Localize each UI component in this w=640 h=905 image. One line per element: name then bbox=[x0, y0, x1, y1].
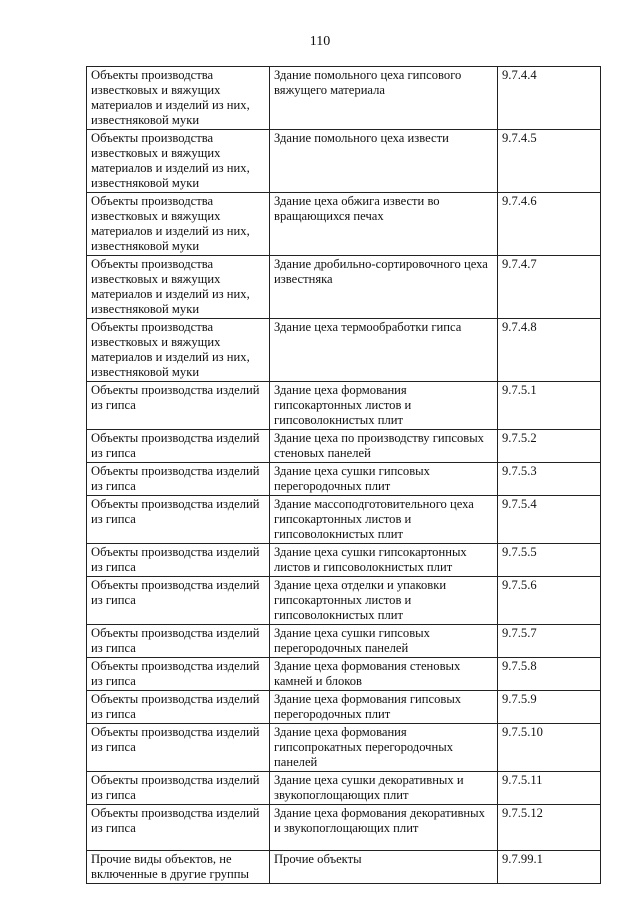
object-name-cell: Здание помольного цеха гипсового вяжущего материала bbox=[270, 67, 498, 130]
object-name-cell: Прочие объекты bbox=[270, 851, 498, 884]
object-group-cell: Объекты производства изделий из гипса bbox=[87, 463, 270, 496]
object-group-cell: Объекты производства известковых и вяжущих материалов и изделий из них, известняковой муки bbox=[87, 256, 270, 319]
table-row bbox=[87, 130, 601, 193]
object-group-cell: Объекты производства изделий из гипса bbox=[87, 691, 270, 724]
object-group-cell: Объекты производства известковых и вяжущих материалов и изделий из них, известняковой муки bbox=[87, 130, 270, 193]
table-row bbox=[87, 382, 601, 430]
object-name-cell: Здание цеха отделки и упаковки гипсокартонных листов и гипсоволокнистых плит bbox=[270, 577, 498, 625]
object-group-cell: Объекты производства известковых и вяжущих материалов и изделий из них, известняковой муки bbox=[87, 193, 270, 256]
table-row bbox=[87, 256, 601, 319]
object-name-cell: Здание дробильно-сортировочного цеха известняка bbox=[270, 256, 498, 319]
object-group-cell: Объекты производства изделий из гипса bbox=[87, 724, 270, 772]
object-name-cell: Здание массоподготовительного цеха гипсокартонных листов и гипсоволокнистых плит bbox=[270, 496, 498, 544]
object-group-cell: Прочие виды объектов, не включенные в другие группы bbox=[87, 851, 270, 884]
object-name-cell: Здание цеха сушки декоративных и звукопоглощающих плит bbox=[270, 772, 498, 805]
object-name-cell: Здание цеха формования стеновых камней и блоков bbox=[270, 658, 498, 691]
object-code-cell: 9.7.4.7 bbox=[498, 256, 601, 319]
object-group-cell: Объекты производства изделий из гипса bbox=[87, 544, 270, 577]
table-row bbox=[87, 496, 601, 544]
object-code-cell: 9.7.5.9 bbox=[498, 691, 601, 724]
table-row bbox=[87, 463, 601, 496]
table-row bbox=[87, 319, 601, 382]
page-number: 110 bbox=[309, 34, 331, 49]
object-name-cell: Здание цеха по производству гипсовых стеновых панелей bbox=[270, 430, 498, 463]
object-code-cell: 9.7.5.5 bbox=[498, 544, 601, 577]
object-group-cell: Объекты производства изделий из гипса bbox=[87, 577, 270, 625]
object-code-cell: 9.7.4.5 bbox=[498, 130, 601, 193]
table-row bbox=[87, 577, 601, 625]
object-group-cell: Объекты производства изделий из гипса bbox=[87, 496, 270, 544]
object-name-cell: Здание цеха сушки гипсовых перегородочных плит bbox=[270, 463, 498, 496]
table-row bbox=[87, 658, 601, 691]
table-body bbox=[87, 67, 601, 884]
object-name-cell: Здание цеха сушки гипсовых перегородочных панелей bbox=[270, 625, 498, 658]
object-code-cell: 9.7.5.7 bbox=[498, 625, 601, 658]
object-group-cell: Объекты производства изделий из гипса bbox=[87, 625, 270, 658]
object-code-cell: 9.7.5.3 bbox=[498, 463, 601, 496]
object-name-cell: Здание цеха сушки гипсокартонных листов и гипсоволокнистых плит bbox=[270, 544, 498, 577]
object-group-cell: Объекты производства известковых и вяжущих материалов и изделий из них, известняковой муки bbox=[87, 67, 270, 130]
object-group-cell: Объекты производства изделий из гипса bbox=[87, 658, 270, 691]
object-group-cell: Объекты производства изделий из гипса bbox=[87, 805, 270, 851]
table-row bbox=[87, 691, 601, 724]
object-name-cell: Здание цеха формования гипсокартонных листов и гипсоволокнистых плит bbox=[270, 382, 498, 430]
object-code-cell: 9.7.5.11 bbox=[498, 772, 601, 805]
object-name-cell: Здание цеха формования декоративных и звукопоглощающих плит bbox=[270, 805, 498, 851]
object-code-cell: 9.7.5.1 bbox=[498, 382, 601, 430]
object-name-cell: Здание цеха обжига извести во вращающихся печах bbox=[270, 193, 498, 256]
object-group-cell: Объекты производства изделий из гипса bbox=[87, 772, 270, 805]
object-name-cell: Здание цеха формования гипсовых перегородочных плит bbox=[270, 691, 498, 724]
object-code-cell: 9.7.99.1 bbox=[498, 851, 601, 884]
object-name-cell: Здание цеха термообработки гипса bbox=[270, 319, 498, 382]
object-code-cell: 9.7.5.8 bbox=[498, 658, 601, 691]
object-code-cell: 9.7.5.4 bbox=[498, 496, 601, 544]
table-row bbox=[87, 772, 601, 805]
object-code-cell: 9.7.4.8 bbox=[498, 319, 601, 382]
object-classification-table bbox=[86, 66, 601, 884]
object-group-cell: Объекты производства известковых и вяжущих материалов и изделий из них, известняковой муки bbox=[87, 319, 270, 382]
table-row bbox=[87, 805, 601, 851]
object-group-cell: Объекты производства изделий из гипса bbox=[87, 430, 270, 463]
table-row bbox=[87, 430, 601, 463]
object-code-cell: 9.7.5.2 bbox=[498, 430, 601, 463]
table-row bbox=[87, 193, 601, 256]
object-code-cell: 9.7.5.6 bbox=[498, 577, 601, 625]
object-code-cell: 9.7.4.4 bbox=[498, 67, 601, 130]
object-name-cell: Здание цеха формования гипсопрокатных перегородочных панелей bbox=[270, 724, 498, 772]
object-code-cell: 9.7.4.6 bbox=[498, 193, 601, 256]
table-row bbox=[87, 724, 601, 772]
object-name-cell: Здание помольного цеха извести bbox=[270, 130, 498, 193]
object-code-cell: 9.7.5.10 bbox=[498, 724, 601, 772]
table-row bbox=[87, 851, 601, 884]
table-row bbox=[87, 625, 601, 658]
object-group-cell: Объекты производства изделий из гипса bbox=[87, 382, 270, 430]
table-row bbox=[87, 67, 601, 130]
table-row bbox=[87, 544, 601, 577]
object-code-cell: 9.7.5.12 bbox=[498, 805, 601, 851]
